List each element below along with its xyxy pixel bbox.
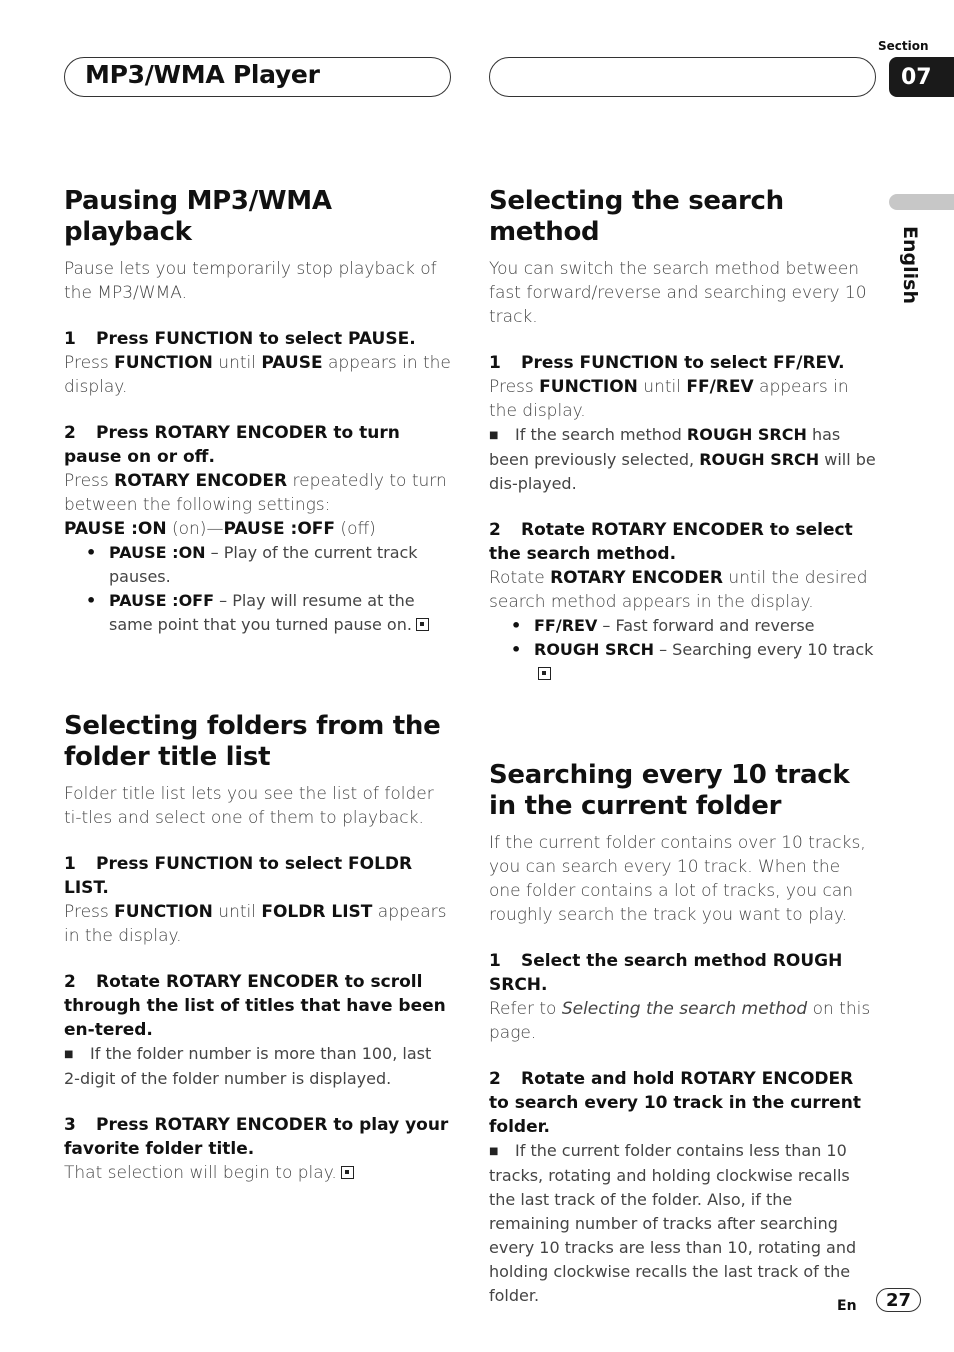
search-method-intro: You can switch the search method between fast forward/reverse and searching every 10 track. bbox=[489, 259, 867, 327]
pause-settings-list bbox=[64, 541, 452, 637]
list-item: • PAUSE :OFF – Play will resume at the same point that you turned pause on. bbox=[64, 589, 452, 637]
language-tab bbox=[889, 194, 954, 210]
search-step-2: 2 Rotate ROTARY ENCODER to select the search method. bbox=[489, 520, 853, 564]
note-square-icon: ■ bbox=[489, 1146, 499, 1157]
end-mark-icon bbox=[416, 618, 429, 631]
search-step-1-note: ■ If the search method ROUGH SRCH has been previously selected, ROUGH SRCH will be dis-played. bbox=[489, 425, 876, 493]
section-title-pausing: Pausing MP3/WMA playback bbox=[64, 186, 332, 247]
list-item: • PAUSE :ON – Play of the current track pauses. bbox=[86, 543, 418, 586]
language-label: English bbox=[899, 226, 921, 304]
folders-step-3-body: That selection will begin to play. bbox=[64, 1161, 452, 1185]
every10-step-2-note: ■ If the current folder contains less than 10 tracks, rotating and holding clockwise recalls the last track of the folder. Also, if the remaining number of tracks after searching every 10 tracks are less than 10, rotating and holding clockwise recalls the last track of the folder. bbox=[489, 1141, 857, 1305]
pausing-intro: Pause lets you temporarily stop playback of the MP3/WMA. bbox=[64, 259, 437, 303]
note-square-icon: ■ bbox=[64, 1049, 74, 1060]
section-number-badge: 07 bbox=[889, 57, 954, 97]
every10-step-1-body: Refer to Selecting the search method on this page. bbox=[489, 999, 871, 1043]
search-step-1-body: Press FUNCTION until FF/REV appears in the display. bbox=[489, 377, 849, 421]
pausing-step-2-body: Press ROTARY ENCODER repeatedly to turn between the following settings: bbox=[64, 471, 447, 515]
pausing-step-1: 1 Press FUNCTION to select PAUSE. bbox=[64, 329, 416, 349]
list-item: • ROUGH SRCH – Searching every 10 track bbox=[489, 638, 877, 686]
search-step-2-body: Rotate ROTARY ENCODER until the desired search method appears in the display. bbox=[489, 568, 868, 612]
pausing-step-1-body: Press FUNCTION until PAUSE appears in the display. bbox=[64, 353, 451, 397]
every10-step-2: 2 Rotate and hold ROTARY ENCODER to search every 10 track in the current folder. bbox=[489, 1069, 861, 1137]
header-title: MP3/WMA Player bbox=[85, 60, 320, 89]
pausing-step-2: 2 Press ROTARY ENCODER to turn pause on or off. bbox=[64, 423, 400, 467]
folders-step-2: 2 Rotate ROTARY ENCODER to scroll through the list of titles that have been en-tered. bbox=[64, 972, 446, 1040]
section-title-folders: Selecting folders from the folder title list bbox=[64, 711, 441, 772]
section-title-every10: Searching every 10 track in the current folder bbox=[489, 760, 850, 821]
folders-step-2-note: ■ If the folder number is more than 100, last 2-digit of the folder number is displayed. bbox=[64, 1044, 432, 1088]
end-mark-icon bbox=[538, 667, 551, 680]
note-square-icon: ■ bbox=[489, 430, 499, 441]
left-column bbox=[64, 186, 452, 1185]
page-number: 27 bbox=[876, 1288, 921, 1312]
search-method-list bbox=[489, 614, 877, 686]
pause-settings-line: PAUSE :ON (on)—PAUSE :OFF (off) bbox=[64, 519, 376, 539]
folders-step-1-body: Press FUNCTION until FOLDR LIST appears in the display. bbox=[64, 902, 447, 946]
folders-intro: Folder title list lets you see the list of folder ti-tles and select one of them to playback. bbox=[64, 784, 434, 828]
end-mark-icon bbox=[341, 1166, 354, 1179]
every10-step-1: 1 Select the search method ROUGH SRCH. bbox=[489, 951, 843, 995]
footer-lang-code: En bbox=[837, 1298, 857, 1314]
every10-intro: If the current folder contains over 10 tracks, you can search every 10 track. When the one folder contains a lot of tracks, you can roughly search the track you want to play. bbox=[489, 833, 866, 925]
header-blank-box bbox=[489, 57, 876, 97]
section-title-search-method: Selecting the search method bbox=[489, 186, 784, 247]
section-label: Section bbox=[878, 39, 929, 53]
right-column bbox=[489, 186, 877, 1308]
list-item: • FF/REV – Fast forward and reverse bbox=[511, 616, 815, 635]
search-step-1: 1 Press FUNCTION to select FF/REV. bbox=[489, 353, 845, 373]
header-title-box bbox=[64, 57, 451, 97]
folders-step-3: 3 Press ROTARY ENCODER to play your favorite folder title. bbox=[64, 1115, 449, 1159]
folders-step-1: 1 Press FUNCTION to select FOLDR LIST. bbox=[64, 854, 413, 898]
